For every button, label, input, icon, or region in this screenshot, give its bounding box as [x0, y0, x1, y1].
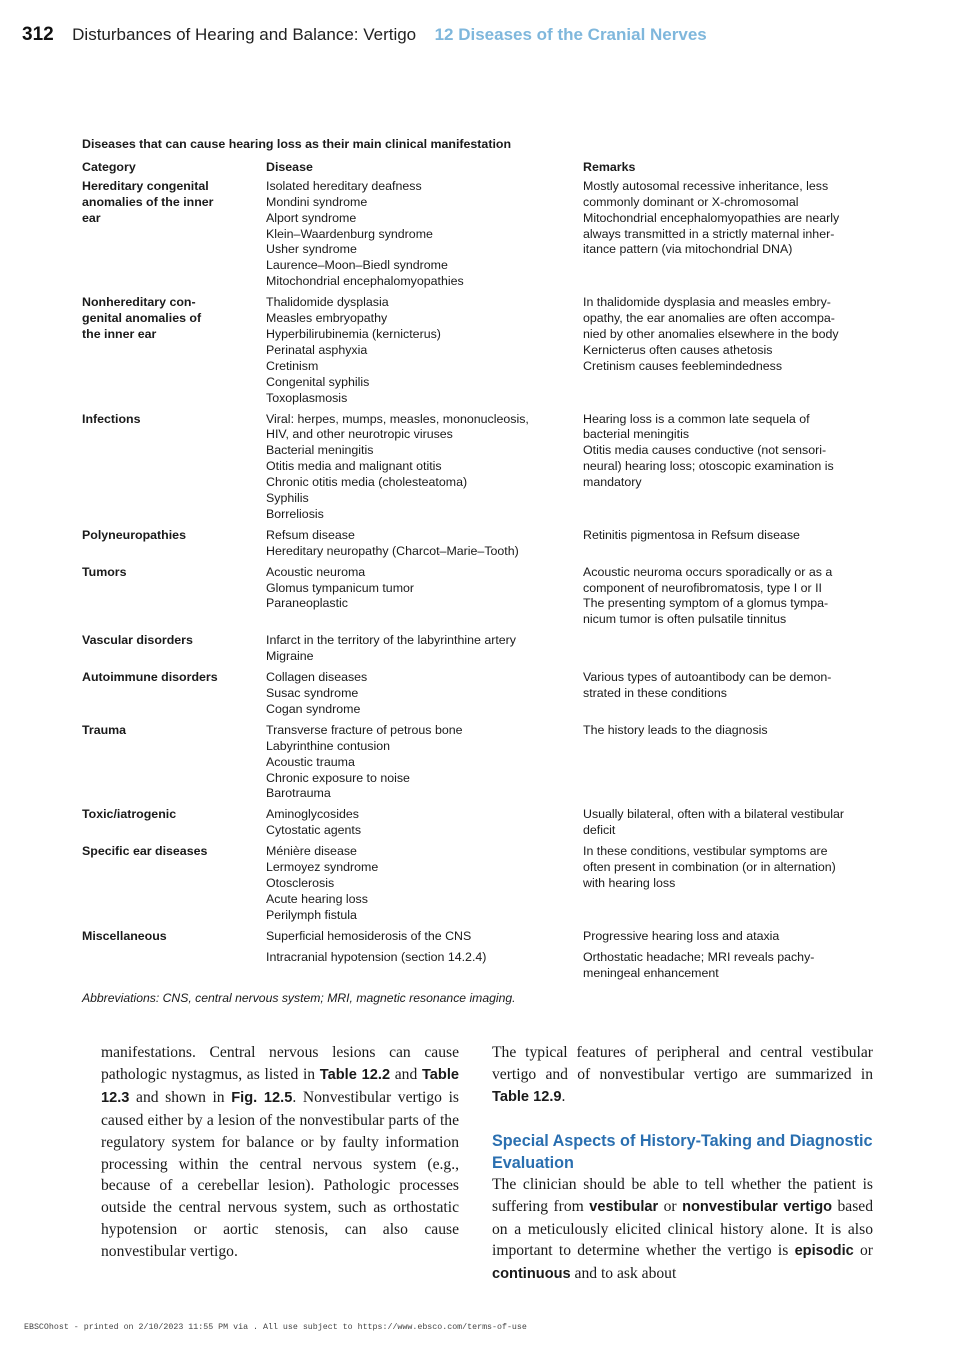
cell-line: Cogan syndrome	[266, 701, 361, 716]
cross-reference: Fig. 12.5	[231, 1089, 293, 1106]
cross-reference: Table 12.9	[492, 1088, 562, 1105]
cell-line: Transverse fracture of petrous bone	[266, 722, 463, 737]
running-header	[22, 24, 707, 50]
cell-line: Paraneoplastic	[266, 596, 348, 611]
category-cell	[82, 565, 266, 634]
cell-line: Borreliosis	[266, 506, 324, 521]
cell-line: neural) hearing loss; otoscopic examination is	[583, 459, 834, 474]
cell-line: Hereditary congenital	[82, 178, 209, 193]
disease-cell	[266, 723, 583, 808]
cell-line: Migraine	[266, 649, 314, 664]
table-row	[82, 807, 882, 844]
category-cell	[82, 295, 266, 411]
cell-line: Barotrauma	[266, 786, 331, 801]
body-paragraph: The clinician should be able to tell whether the patient is suffering from vestibular or nonvestibular vertigo based on a meticulously elicited clinical history alone. It is also important to determine whether the vertigo is episodic or continuous and to ask about	[492, 1175, 874, 1283]
cell-line: Hyperbilirubinemia (kernicterus)	[266, 326, 441, 341]
disease-cell	[266, 565, 583, 634]
cell-line: Glomus tympanicum tumor	[266, 580, 415, 595]
cell-line: Toxoplasmosis	[266, 390, 348, 405]
body-paragraph: manifestations. Central nervous lesions can cause pathologic nystagmus, as listed in Table 12.2 and Table 12.3 and shown in Fig. 12.5. Nonvestibular vertigo is caused either by a lesion of the nonvestibular parts of the regulatory system for balance or by faulty information processing within the central nervous system (e.g., because of a cerebellar lesion). Pathologic processes outside the central nervous system, such as orthostatic hypotension or aortic stenosis, can also cause nonvestibular vertigo.	[101, 1044, 459, 1261]
cell-line: Infarct in the territory of the labyrinthine artery	[266, 633, 516, 648]
cell-line: Susac syndrome	[266, 686, 359, 700]
cell-line: bacterial meningitis	[583, 427, 690, 442]
cell-line: Refsum disease	[266, 527, 355, 542]
cell-line: Hereditary neuropathy (Charcot–Marie–Tooth)	[266, 543, 519, 558]
cell-line: nicum tumor is often pulsatile tinnitus	[583, 612, 787, 627]
cell-line: meningeal enhancement	[583, 965, 719, 980]
cell-line: Autoimmune disorders	[82, 670, 218, 685]
remarks-cell	[583, 807, 882, 844]
disease-cell	[266, 670, 583, 723]
cell-line: Vascular disorders	[82, 633, 193, 648]
remarks-cell	[583, 670, 882, 723]
hearing-loss-table	[82, 137, 882, 1007]
cell-line: Collagen diseases	[266, 670, 368, 685]
cell-line: In these conditions, vestibular symptoms are	[583, 844, 828, 859]
disease-cell	[266, 179, 583, 295]
remarks-cell	[583, 723, 882, 808]
cell-line: strated in these conditions	[583, 686, 727, 700]
cell-line: Otitis media and malignant otitis	[266, 459, 442, 474]
cell-line: Acoustic trauma	[266, 754, 355, 769]
cell-line: mandatory	[583, 475, 642, 490]
disease-cell	[266, 412, 583, 528]
cell-line: Perilymph fistula	[266, 907, 357, 922]
table-row	[82, 950, 882, 987]
cell-line: Usher syndrome	[266, 242, 357, 257]
cell-line: anomalies of the inner	[82, 194, 214, 209]
category-cell	[82, 844, 266, 929]
chapter-title: 12 Diseases of the Cranial Nerves	[434, 25, 707, 44]
cell-line: Mitochondrial encephalomyopathies are nearly	[583, 210, 840, 225]
print-footer: EBSCOhost - printed on 2/10/2023 11:55 PM via . All use subject to https://www.ebsco.com/terms-of-use	[24, 1323, 527, 1332]
cell-line: Nonhereditary con-	[82, 295, 196, 310]
cell-line: Chronic otitis media (cholesteatoma)	[266, 475, 468, 490]
category-cell	[82, 633, 266, 670]
table-caption: Diseases that can cause hearing loss as their main clinical manifestation	[82, 137, 512, 151]
cell-line: Cytostatic agents	[266, 823, 362, 838]
body-column-right	[492, 1042, 873, 1286]
body-column-left	[101, 1042, 459, 1263]
section-subheading: Special Aspects of History-Taking and Diagnostic Evaluation	[492, 1131, 873, 1172]
cell-line: the inner ear	[82, 326, 157, 341]
remarks-cell	[583, 412, 882, 528]
table-row	[82, 844, 882, 929]
cell-line: Various types of autoantibody can be demon-	[583, 670, 832, 685]
cell-line: Miscellaneous	[82, 928, 167, 943]
table-row	[82, 528, 882, 565]
cell-line: Otitis media causes conductive (not sensori-	[583, 443, 827, 458]
cell-line: always transmitted in a strictly maternal inher-	[583, 226, 835, 241]
cell-line: Toxic/iatrogenic	[82, 807, 177, 822]
cell-line: Orthostatic headache; MRI reveals pachy-	[583, 949, 815, 964]
cell-line: commonly dominant or X-chromosomal	[583, 194, 799, 209]
cell-line: itance pattern (via mitochondrial DNA)	[583, 242, 793, 257]
disease-cell	[266, 528, 583, 565]
disease-cell	[266, 844, 583, 929]
table-row	[82, 295, 882, 411]
remarks-cell	[583, 950, 882, 987]
cell-line: HIV, and other neurotropic viruses	[266, 427, 453, 442]
category-cell	[82, 528, 266, 565]
remarks-cell	[583, 633, 882, 670]
cell-line: Measles embryopathy	[266, 311, 388, 326]
cell-line: Thalidomide dysplasia	[266, 295, 389, 310]
cell-line: Perinatal asphyxia	[266, 342, 368, 357]
table-row	[82, 179, 882, 295]
cell-line: Isolated hereditary deafness	[266, 178, 422, 193]
cell-line: Trauma	[82, 722, 127, 737]
table-row	[82, 723, 882, 808]
page-number: 312	[22, 24, 54, 45]
cell-line: Infections	[82, 411, 141, 426]
table-row	[82, 670, 882, 723]
category-cell	[82, 670, 266, 723]
category-cell	[82, 807, 266, 844]
cell-line: Retinitis pigmentosa in Refsum disease	[583, 527, 800, 542]
category-cell	[82, 179, 266, 295]
cell-line: Aminoglycosides	[266, 807, 359, 822]
category-cell	[82, 412, 266, 528]
cross-reference: Table 12.3	[101, 1066, 459, 1106]
cell-line: Mondini syndrome	[266, 194, 368, 209]
table	[82, 160, 882, 987]
cross-reference: Table 12.2	[319, 1066, 391, 1083]
cell-line: Chronic exposure to noise	[266, 770, 410, 785]
table-row	[82, 412, 882, 528]
cell-line: Congenital syphilis	[266, 374, 370, 389]
cell-line: nied by other anomalies elsewhere in the body	[583, 326, 839, 341]
remarks-cell	[583, 295, 882, 411]
category-cell	[82, 723, 266, 808]
cell-line: often present in combination (or in alternation)	[583, 860, 836, 875]
cell-line: Lermoyez syndrome	[266, 860, 379, 875]
cell-line: Alport syndrome	[266, 210, 357, 225]
cell-line: Usually bilateral, often with a bilateral vestibular	[583, 807, 845, 822]
cell-line: The history leads to the diagnosis	[583, 722, 768, 737]
category-cell	[82, 950, 266, 987]
cell-line: Cretinism	[266, 358, 319, 373]
remarks-cell	[583, 565, 882, 634]
table-row	[82, 565, 882, 634]
column-header-category: Category	[82, 159, 136, 174]
cell-line: Mostly autosomal recessive inheritance, less	[583, 178, 829, 193]
emphasis: episodic	[794, 1243, 854, 1260]
remarks-cell	[583, 844, 882, 929]
cell-line: Acute hearing loss	[266, 891, 368, 906]
cell-line: Cretinism causes feeblemindedness	[583, 358, 783, 373]
disease-cell	[266, 929, 583, 950]
table-header-row	[82, 160, 882, 179]
cell-line: Kernicterus often causes athetosis	[583, 342, 773, 357]
disease-cell	[266, 950, 583, 987]
cell-line: Mitochondrial encephalomyopathies	[266, 274, 464, 289]
remarks-cell	[583, 528, 882, 565]
cell-line: The presenting symptom of a glomus tympa-	[583, 596, 829, 611]
cell-line: ear	[82, 210, 101, 225]
column-header-disease: Disease	[266, 159, 313, 174]
cell-line: with hearing loss	[583, 875, 676, 890]
cell-line: In thalidomide dysplasia and measles embry-	[583, 295, 831, 310]
column-header-remarks: Remarks	[583, 159, 636, 174]
remarks-cell	[583, 929, 882, 950]
cell-line: Acoustic neuroma occurs sporadically or as a	[583, 564, 833, 579]
cell-line: Hearing loss is a common late sequela of	[583, 411, 810, 426]
emphasis: nonvestibular vertigo	[682, 1198, 833, 1215]
cell-line: Ménière disease	[266, 844, 357, 859]
table-row	[82, 633, 882, 670]
cell-line: Intracranial hypotension (section 14.2.4)	[266, 949, 487, 964]
cell-line: Viral: herpes, mumps, measles, mononucleosis,	[266, 411, 529, 426]
cell-line: Laurence–Moon–Biedl syndrome	[266, 258, 448, 273]
remarks-cell	[583, 179, 882, 295]
cell-line: Polyneuropathies	[82, 527, 186, 542]
emphasis: continuous	[492, 1266, 571, 1283]
cell-line: Klein–Waardenburg syndrome	[266, 226, 433, 241]
emphasis: vestibular	[589, 1198, 659, 1215]
table-row	[82, 929, 882, 950]
cell-line: Tumors	[82, 564, 127, 579]
cell-line: Specific ear diseases	[82, 844, 208, 859]
cell-line: Otosclerosis	[266, 875, 335, 890]
disease-cell	[266, 807, 583, 844]
cell-line: component of neurofibromatosis, type I or II	[583, 580, 822, 595]
table-abbreviations: Abbreviations: CNS, central nervous system; MRI, magnetic resonance imaging.	[82, 991, 516, 1006]
cell-line: Acoustic neuroma	[266, 564, 366, 579]
book-section-title: Disturbances of Hearing and Balance: Vertigo	[72, 25, 417, 44]
category-cell	[82, 929, 266, 950]
cell-line: Progressive hearing loss and ataxia	[583, 928, 780, 943]
disease-cell	[266, 295, 583, 411]
cell-line: Syphilis	[266, 491, 309, 506]
cell-line: Labyrinthine contusion	[266, 738, 390, 753]
cell-line: Bacterial meningitis	[266, 443, 374, 458]
cell-line: deficit	[583, 823, 616, 838]
body-paragraph: The typical features of peripheral and central vestibular vertigo and of nonvestibular vertigo are summarized in Table 12.9.	[492, 1044, 873, 1105]
disease-cell	[266, 633, 583, 670]
cell-line: Superficial hemosiderosis of the CNS	[266, 928, 472, 943]
cell-line: genital anomalies of	[82, 311, 202, 326]
cell-line: opathy, the ear anomalies are often accompa-	[583, 311, 835, 326]
